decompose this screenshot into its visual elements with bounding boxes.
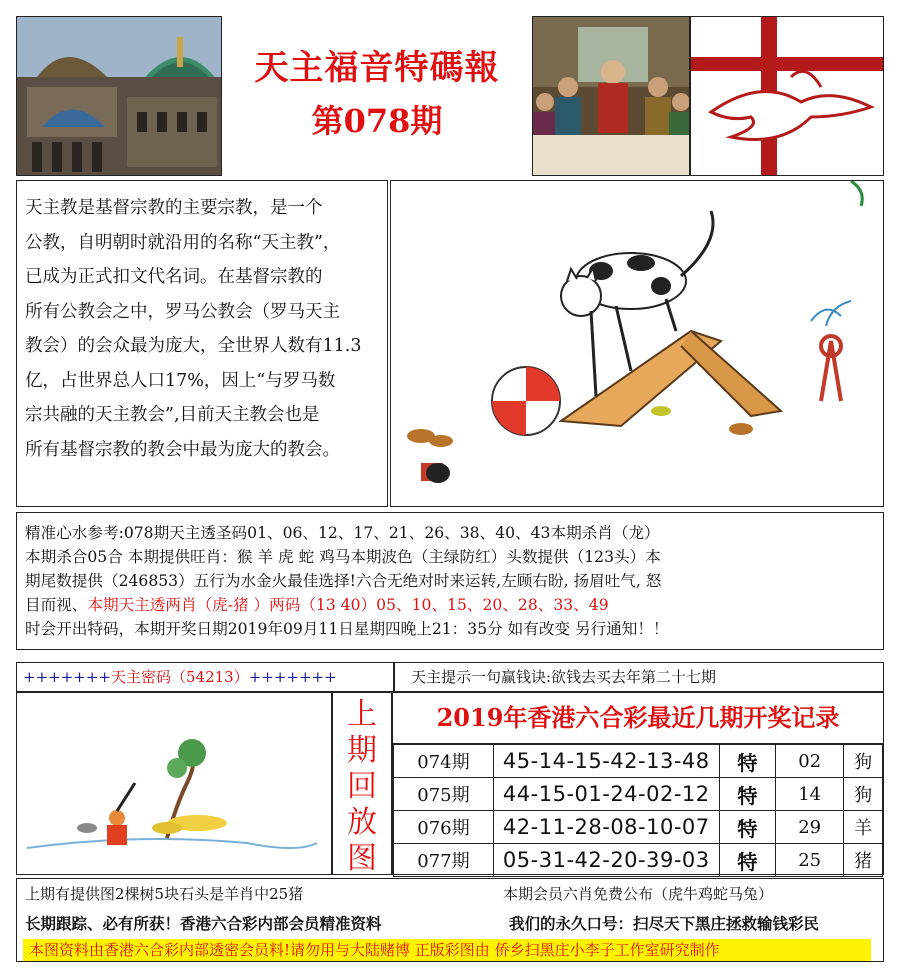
reference-line: 时会开出特码，本期开奖日期2019年09月11日星期四晚上21：35分 如有改变 另行通知！！ [25, 620, 669, 638]
tracking-slogan: 长期跟踪、必有所获！香港六合彩内部会员精准资料 [25, 914, 382, 933]
special-label: 特 [719, 778, 775, 811]
numbers-cell: 05-31-42-20-39-03 [493, 844, 719, 877]
header-title-block [224, 16, 530, 176]
numbers-cell: 42-11-28-08-10-07 [493, 811, 719, 844]
last-supper-painting [532, 16, 690, 176]
special-label: 特 [719, 745, 775, 778]
intro-line: 教会）的会众最为庞大，全世界人数有11.3 [25, 336, 362, 356]
replay-char: 上 [347, 697, 377, 732]
issue-cell: 076期 [394, 811, 494, 844]
numbers-cell: 45-14-15-42-13-48 [493, 745, 719, 778]
reference-text: 目而视、 [25, 596, 88, 614]
special-number: 25 [776, 844, 844, 877]
secret-code: 天主密码（54213） [110, 668, 249, 686]
church-image [16, 16, 222, 176]
replay-char: 期 [347, 733, 377, 768]
last-issue-cartoon [16, 692, 332, 875]
cross-dove-image [690, 16, 884, 176]
replay-char: 回 [347, 769, 377, 804]
issue-cell: 075期 [394, 778, 494, 811]
replay-char: 图 [347, 841, 377, 876]
intro-line: 亿，占世界总人口17%，因上“与罗马数 [25, 370, 336, 391]
special-number: 02 [776, 745, 844, 778]
intro-line: 公教，自明朝时就沿用的名称“天主教”， [25, 232, 341, 253]
special-number: 29 [776, 811, 844, 844]
reference-line [25, 593, 875, 617]
code-suffix: +++++++ [248, 668, 337, 686]
results-title: 2019年香港六合彩最近几期开奖记录 [393, 693, 883, 744]
zodiac-cell: 猪 [844, 844, 883, 877]
disclaimer-banner: 本图资料由香港六合彩内部透密会员料!请勿用与大陆赌博 正版彩图由 侨乡扫黑庄小李子工作室研究制作 [23, 939, 871, 961]
reference-line: 本期杀合05合 本期提供旺肖：猴 羊 虎 蛇 鸡马本期波色（主绿防红）头数提供（123头）本 [25, 548, 661, 566]
numbers-cell: 44-15-01-24-02-12 [493, 778, 719, 811]
intro-line: 宗共融的天主教会”,目前天主教会也是 [25, 405, 320, 425]
table-row [394, 811, 883, 844]
intro-line: 已成为正式扣文代名词。在基督宗教的 [25, 267, 323, 287]
intro-line: 天主教是基督宗教的主要宗教，是一个 [25, 198, 323, 218]
zodiac-cell: 狗 [844, 778, 883, 811]
catholic-intro-text [16, 180, 388, 507]
permanent-slogan: 我们的永久口号：扫尽天下黑庄拯救输钱彩民 [509, 914, 820, 933]
results-grid [393, 744, 883, 877]
footer-section [16, 878, 884, 962]
zodiac-cell: 羊 [844, 811, 883, 844]
issue-cell: 077期 [394, 844, 494, 877]
newspaper-title: 天主福音特碼報 [254, 48, 500, 88]
reference-highlight: 本期天主透两肖（虎-猪 ）两码（13 40）05、10、15、20、28、33、49 [87, 596, 609, 614]
last-issue-note: 上期有提供图2棵树5块石头是羊肖中25猪 [25, 885, 304, 903]
reference-line: 精准心水参考:078期天主透圣码01、06、12、17、21、26、38、40、43本期杀肖（龙） [25, 524, 660, 542]
table-row [394, 844, 883, 877]
secret-code-row [16, 662, 394, 692]
table-row [394, 778, 883, 811]
zodiac-cell: 狗 [844, 745, 883, 778]
lottery-results-table [392, 692, 884, 875]
intro-line: 所有基督宗教的教会中最为庞大的教会。 [25, 439, 340, 460]
replay-char: 放 [347, 805, 377, 840]
special-number: 14 [776, 778, 844, 811]
reference-section [16, 512, 884, 650]
special-label: 特 [719, 844, 775, 877]
table-row [394, 745, 883, 778]
member-zodiac-note: 本期会员六肖免费公布（虎牛鸡蛇马兔） [503, 885, 774, 903]
intro-line: 所有公教会之中，罗马公教会（罗马天主 [25, 301, 340, 322]
cat-on-ramp-cartoon [390, 180, 884, 507]
tip-row [394, 662, 884, 692]
tip-text: 天主提示一句赢钱诀:欲钱去买去年第二十七期 [411, 668, 717, 686]
issue-number: 第078期 [311, 102, 443, 140]
reference-line: 期尾数提供（246853）五行为水金火最佳选择!六合无绝对时来运转,左顾右盼, 扬眉吐气, 怒 [25, 572, 662, 590]
issue-cell: 074期 [394, 745, 494, 778]
last-issue-replay-label [332, 692, 392, 875]
special-label: 特 [719, 811, 775, 844]
code-prefix: +++++++ [23, 668, 111, 686]
